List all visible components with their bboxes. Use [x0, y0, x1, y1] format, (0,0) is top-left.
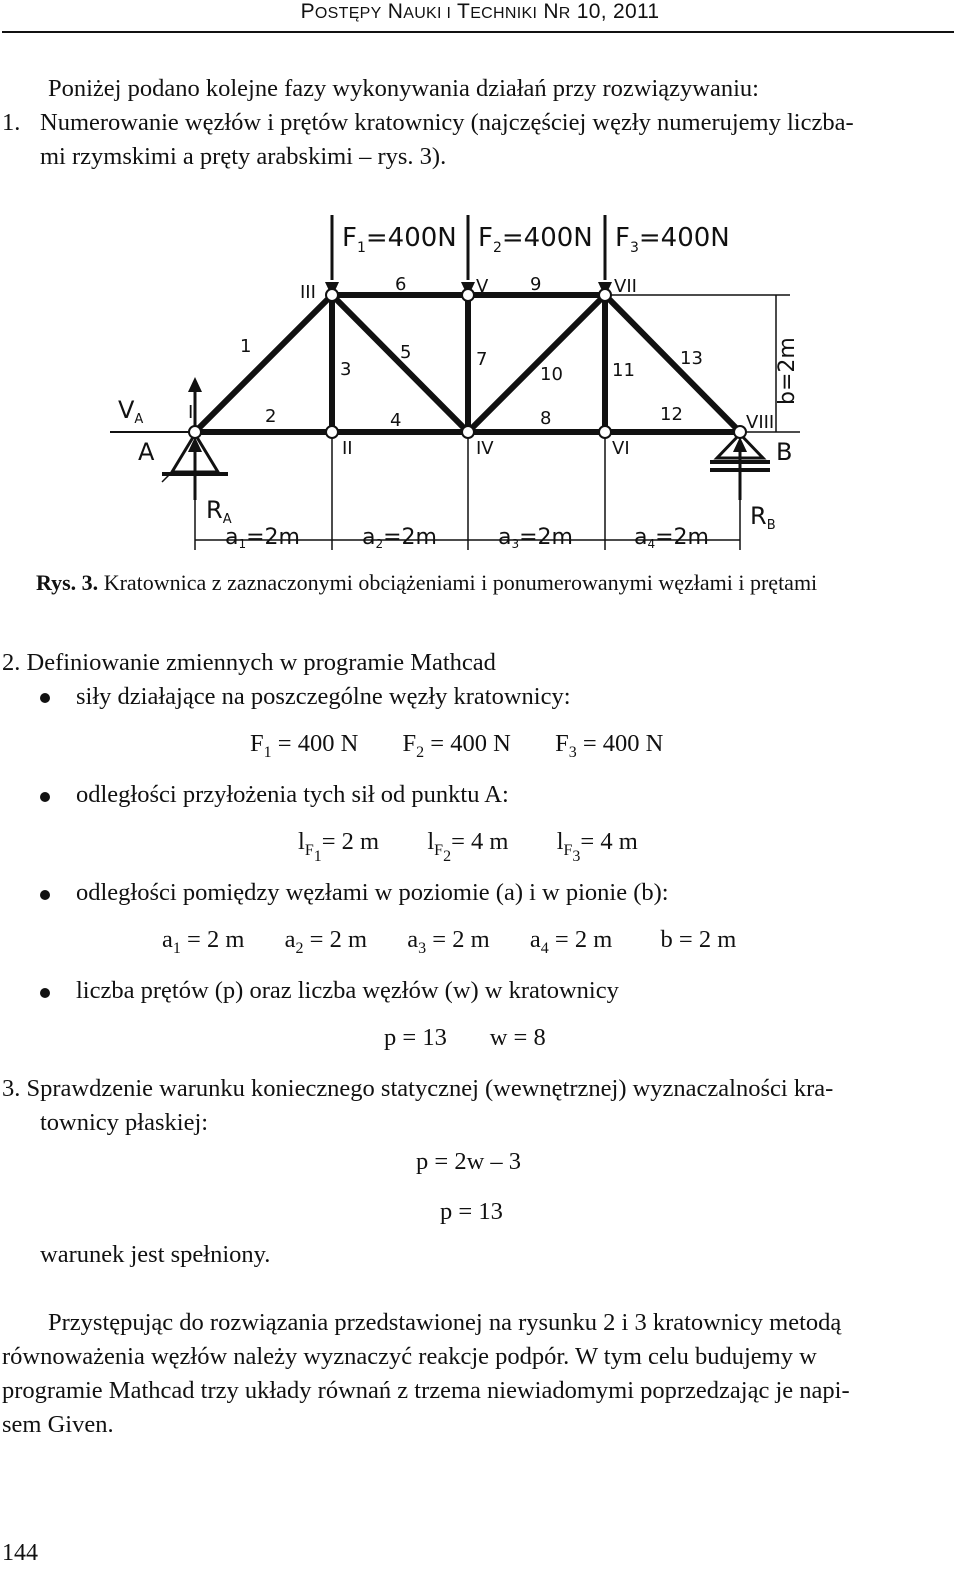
svg-text:13: 13 [680, 348, 703, 369]
bullet-2-text: odległości przyłożenia tych sił od punktu A: [76, 781, 509, 808]
svg-text:VA: $V_A$ [118, 396, 144, 427]
intro-text: Poniżej podano kolejne fazy wykonywania działań przy rozwiązywaniu: [48, 75, 759, 102]
figure-caption: Rys. 3. Kratownica z zaznaczonymi obciążeniami i ponumerowanymi węzłami i prętami [36, 570, 818, 595]
svg-text:RA: $R_A$ [206, 496, 232, 527]
node-VIII: VIII [746, 412, 775, 433]
svg-text:F1=400N: $F_1=400N$ [342, 223, 457, 256]
final-line1: Przystępując do rozwiązania przedstawionej na rysunku 2 i 3 kratownicy metodą [48, 1309, 842, 1336]
step3-line2: townicy płaskiej: [40, 1109, 209, 1136]
svg-text:3: 3 [340, 359, 352, 380]
svg-text:12: 12 [660, 404, 683, 425]
truss-figure [100, 200, 820, 560]
bullet-4 [40, 988, 50, 998]
svg-text:F2=400N: $F_2=400N$ [478, 223, 593, 256]
svg-text:4: 4 [390, 410, 402, 431]
svg-text:1: 1 [240, 336, 252, 357]
svg-text:F3=400N: $F_3=400N$ [615, 223, 730, 256]
svg-text:7: 7 [476, 349, 488, 370]
bullet-1 [40, 693, 50, 703]
spacings-eq: $a_1 = 2$ m $a_2 = 2$ m $a_3 = 2$ m $a_4 = 2$ m b = 2 m [162, 926, 737, 957]
svg-text:a3=2m: a3=2m [498, 525, 573, 551]
step1-num: 1. [2, 109, 21, 136]
svg-text:a4=2m: a4=2m [634, 525, 709, 551]
node-IV: IV [476, 438, 494, 459]
step2-title: 2. Definiowanie zmiennych w programie Mathcad [2, 649, 496, 676]
svg-text:a1=2m: a1=2m [225, 525, 300, 551]
step1-line1: Numerowanie węzłów i prętów kratownicy (najczęściej węzły numerujemy liczba- [40, 109, 854, 136]
step3-eq1: p = 2w – 3 [416, 1148, 522, 1175]
svg-text:5: 5 [400, 342, 412, 363]
node-VI: VI [612, 438, 630, 459]
step1-line2: mi rzymskimi a pręty arabskimi – rys. 3). [40, 143, 447, 170]
distances-eq: $l_{F_1}= 2$ m $l_{F_2}= 4$ m $l_{F_3}= 4$ m [298, 828, 638, 865]
node-I: I [188, 402, 194, 423]
svg-text:8: 8 [540, 408, 552, 429]
svg-text:6: 6 [395, 274, 407, 295]
node-II: II [342, 438, 353, 459]
final-line3: programie Mathcad trzy układy równań z trzema niewiadomymi poprzedzając je napi- [2, 1377, 850, 1404]
page-number: 144 [2, 1540, 38, 1566]
header-rule [2, 31, 954, 33]
bar-10 [468, 295, 605, 432]
bullet-3-text: odległości pomiędzy węzłami w poziomie (a) i w pionie (b): [76, 879, 669, 906]
svg-text:A: A [138, 438, 155, 466]
svg-text:B: B [776, 438, 793, 466]
svg-text:a2=2m: a2=2m [362, 525, 437, 551]
svg-text:10: 10 [540, 364, 563, 385]
final-line2: równoważenia węzłów należy wyznaczyć reakcje podpór. W tym celu budujemy w [2, 1343, 817, 1370]
svg-text:2: 2 [265, 406, 277, 427]
svg-text:b=2m: b=2m [775, 337, 800, 405]
svg-text:9: 9 [530, 274, 542, 295]
svg-text:RB: $R_B$ [750, 502, 776, 533]
node-V: V [476, 276, 489, 297]
pw-eq: p = 13 w = 8 [384, 1024, 546, 1051]
node-III: III [300, 282, 316, 303]
bullet-4-text: liczba prętów (p) oraz liczba węzłów (w) w kratownicy [76, 977, 619, 1004]
node-VII: VII [614, 276, 637, 297]
running-header: POSTĘPY NAUKI I TECHNIKI NR 10, 2011 [300, 0, 660, 23]
bullet-1-text: siły działające na poszczególne węzły kratownicy: [76, 683, 571, 710]
final-line4: sem Given. [2, 1411, 114, 1438]
svg-text:11: 11 [612, 360, 635, 381]
forces-eq: $F_1 = 400$ N $F_2 = 400$ N $F_3 = 400$ N [250, 730, 664, 761]
step3-condition: warunek jest spełniony. [40, 1241, 271, 1268]
bullet-2 [40, 792, 50, 802]
step3-eq2: p = 13 [440, 1198, 503, 1225]
step3-line1: 3. Sprawdzenie warunku koniecznego statycznej (wewnętrznej) wyznaczalności kra- [2, 1075, 834, 1102]
bar-1 [195, 295, 332, 432]
bullet-3 [40, 890, 50, 900]
